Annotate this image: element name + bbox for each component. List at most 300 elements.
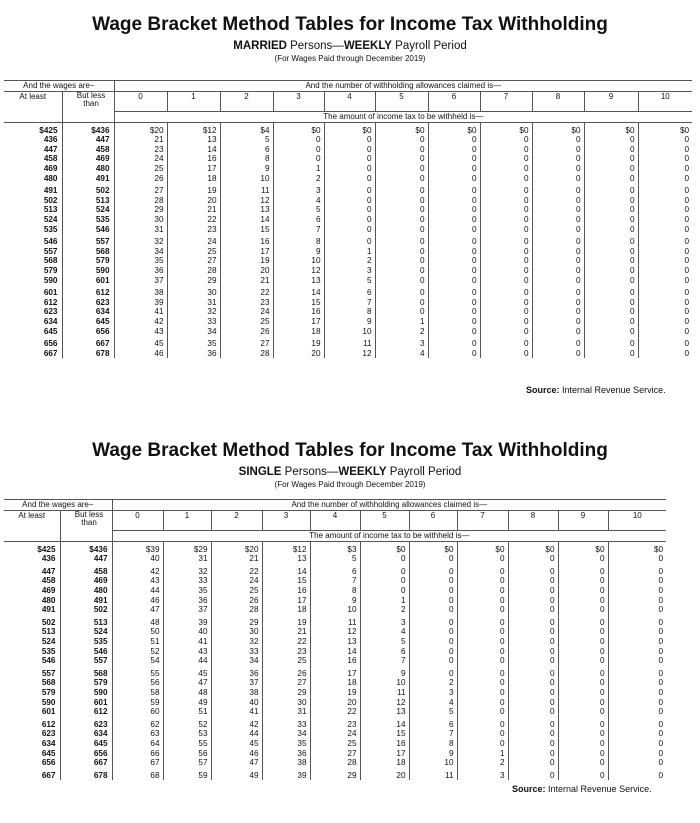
tax-cell: 12	[273, 266, 324, 276]
page-title: Wage Bracket Method Tables for Income Tax Withholding	[92, 440, 608, 461]
tax-cell: 24	[167, 237, 220, 247]
tax-cell: 0	[684, 307, 690, 317]
tax-cell: 0	[480, 196, 532, 206]
tax-cell: 14	[262, 567, 310, 577]
tax-cell: 0	[457, 739, 508, 749]
tax-cell: 48	[112, 618, 163, 628]
tax-cell: 0	[457, 698, 508, 708]
tax-cell: 0	[558, 637, 608, 647]
tax-cell: 18	[360, 758, 409, 768]
at-least-cell: 656	[4, 339, 62, 349]
tax-cell: 12	[360, 698, 409, 708]
tax-cell: 5	[273, 205, 324, 215]
tax-cell: 23	[310, 720, 360, 730]
tax-cell: $20	[211, 545, 262, 555]
tax-cell: 44	[211, 729, 262, 739]
tax-cell: 0	[558, 678, 608, 688]
but-less-cell: $436	[60, 545, 112, 555]
tax-cell: 0	[684, 173, 690, 183]
tax-cell: 16	[262, 586, 310, 596]
tax-cell: 0	[480, 339, 532, 349]
tax-cell: 0	[375, 298, 428, 308]
but-less-cell: 469	[60, 576, 112, 586]
but-less-cell: $436	[62, 126, 114, 136]
married-table-section	[0, 14, 700, 395]
tax-cell: 0	[558, 567, 608, 577]
allowances-header: And the number of withholding allowances claimed is—	[114, 81, 692, 92]
tax-cell: 0	[558, 586, 608, 596]
tax-cell: 27	[310, 749, 360, 759]
tax-cell: 0	[324, 225, 375, 235]
at-least-cell: 645	[4, 749, 60, 759]
tax-cell: 24	[220, 307, 273, 317]
wage-bracket-table	[4, 499, 666, 780]
tax-cell: 60	[112, 707, 163, 717]
at-least-cell: 645	[4, 327, 62, 337]
but-less-cell: 579	[62, 256, 114, 266]
tax-cell: 25	[310, 739, 360, 749]
tax-cell: 0	[480, 256, 532, 266]
tax-cell: 0	[532, 327, 584, 337]
tax-cell: 38	[114, 288, 167, 298]
tax-cell: 41	[114, 307, 167, 317]
at-least-cell: 502	[4, 618, 60, 628]
tax-cell: 0	[324, 215, 375, 225]
tax-cell: 13	[220, 205, 273, 215]
but-less-cell: 491	[62, 174, 114, 184]
tax-cell: 9	[220, 164, 273, 174]
at-least-cell: 579	[4, 688, 60, 698]
but-less-cell: 645	[60, 739, 112, 749]
table-row	[4, 256, 692, 266]
table-row	[4, 688, 666, 698]
tax-cell: 0	[584, 145, 638, 155]
tax-cell: 1	[375, 317, 428, 327]
tax-cell: 0	[480, 327, 532, 337]
but-less-cell: 524	[62, 205, 114, 215]
tax-cell: 2	[324, 256, 375, 266]
tax-cell: 35	[262, 739, 310, 749]
tax-cell: 19	[262, 618, 310, 628]
tax-cell: 33	[167, 317, 220, 327]
tax-cell: 29	[114, 205, 167, 215]
tax-cell: 21	[114, 135, 167, 145]
allowance-header: 0	[114, 91, 167, 112]
amount-header: The amount of income tax to be withheld is—	[114, 112, 692, 123]
tax-cell: 49	[211, 771, 262, 781]
tax-cell: 10	[220, 174, 273, 184]
tax-cell: 0	[324, 145, 375, 155]
but-less-cell: 634	[60, 729, 112, 739]
tax-cell: 17	[360, 749, 409, 759]
amount-header: The amount of income tax to be withheld is—	[112, 531, 666, 542]
tax-cell: 0	[409, 627, 457, 637]
tax-cell: 0	[558, 618, 608, 628]
tax-cell: 0	[684, 195, 690, 205]
allowance-header: 10	[608, 510, 666, 531]
tax-cell: 0	[684, 135, 690, 145]
tax-cell: 0	[684, 348, 690, 358]
tax-cell: 45	[163, 669, 211, 679]
tax-cell: 0	[428, 317, 480, 327]
tax-cell: 0	[324, 186, 375, 196]
but-less-cell: 590	[62, 266, 114, 276]
tax-cell: 0	[508, 586, 558, 596]
at-least-cell: 590	[4, 698, 60, 708]
tax-cell: $0	[584, 126, 638, 136]
at-least-cell: $425	[4, 126, 62, 136]
tax-cell: 66	[112, 749, 163, 759]
table-row	[4, 586, 666, 596]
tax-cell: 34	[211, 656, 262, 666]
tax-cell: 17	[167, 164, 220, 174]
at-least-cell: 469	[4, 586, 60, 596]
table-row	[4, 567, 666, 577]
tax-cell: 0	[584, 256, 638, 266]
tax-cell: 0	[375, 135, 428, 145]
tax-cell: 0	[457, 688, 508, 698]
tax-cell: 0	[360, 567, 409, 577]
tax-cell: 19	[310, 688, 360, 698]
tax-cell: 8	[409, 739, 457, 749]
tax-cell: 8	[220, 154, 273, 164]
but-less-cell: 667	[62, 339, 114, 349]
tax-cell: 28	[220, 349, 273, 359]
table-row	[4, 154, 692, 164]
tax-cell: 15	[262, 576, 310, 586]
tax-cell: 7	[360, 656, 409, 666]
at-least-cell: 623	[4, 729, 60, 739]
at-least-cell: 601	[4, 707, 60, 717]
tax-cell: 0	[558, 605, 608, 615]
tax-cell: 27	[262, 678, 310, 688]
tax-cell: 20	[220, 266, 273, 276]
tax-cell: 0	[480, 164, 532, 174]
tax-cell: 0	[684, 205, 690, 215]
tax-cell: 48	[163, 688, 211, 698]
table-row	[4, 739, 666, 749]
tax-cell: 0	[508, 720, 558, 730]
at-least-cell: $425	[4, 545, 60, 555]
tax-cell: 30	[262, 698, 310, 708]
tax-cell: 36	[167, 349, 220, 359]
at-least-cell: 557	[4, 669, 60, 679]
tax-cell: 0	[532, 288, 584, 298]
tax-cell: 0	[684, 339, 690, 349]
tax-cell: 0	[558, 729, 608, 739]
tax-cell: 32	[167, 307, 220, 317]
tax-cell: 0	[584, 215, 638, 225]
tax-cell: 0	[428, 327, 480, 337]
tax-cell: 0	[658, 576, 664, 586]
at-least-cell: 480	[4, 174, 62, 184]
tax-cell: 0	[428, 247, 480, 257]
tax-cell: 27	[114, 186, 167, 196]
tax-cell: $20	[114, 126, 167, 136]
tax-cell: 26	[114, 174, 167, 184]
tax-cell: 0	[508, 749, 558, 759]
tax-cell: 52	[112, 647, 163, 657]
tax-cell: 0	[457, 596, 508, 606]
tax-cell: 0	[428, 196, 480, 206]
tax-cell: 0	[508, 739, 558, 749]
tax-cell: 0	[324, 196, 375, 206]
tax-cell: 38	[262, 758, 310, 768]
tax-cell: 25	[167, 247, 220, 257]
wage-bracket-table	[4, 80, 692, 358]
but-less-cell: 645	[62, 317, 114, 327]
tax-cell: 1	[324, 247, 375, 257]
tax-cell: 4	[360, 627, 409, 637]
tax-cell: 0	[324, 135, 375, 145]
at-least-cell: 612	[4, 298, 62, 308]
tax-cell: $0	[532, 126, 584, 136]
tax-cell: 0	[508, 627, 558, 637]
tax-cell: 12	[324, 349, 375, 359]
tax-cell: 16	[360, 739, 409, 749]
tax-cell: 0	[324, 237, 375, 247]
table-subtitle: MARRIED Persons—WEEKLY Payroll Period	[233, 40, 467, 52]
tax-cell: 2	[375, 327, 428, 337]
at-least-cell: 612	[4, 720, 60, 730]
tax-cell: 10	[324, 327, 375, 337]
tax-cell: 0	[508, 567, 558, 577]
tax-cell: 0	[658, 707, 664, 717]
tax-cell: 0	[480, 215, 532, 225]
tax-cell: 0	[584, 349, 638, 359]
tax-cell: 30	[211, 627, 262, 637]
tax-cell: 0	[532, 225, 584, 235]
tax-cell: $0	[679, 125, 690, 135]
tax-cell: 0	[584, 276, 638, 286]
tax-cell: 2	[360, 605, 409, 615]
tax-cell: 6	[409, 720, 457, 730]
tax-cell: 0	[558, 669, 608, 679]
tax-cell: 32	[163, 567, 211, 577]
tax-cell: 0	[409, 586, 457, 596]
tax-cell: 0	[532, 256, 584, 266]
tax-cell: 0	[658, 656, 664, 666]
tax-cell: 0	[532, 196, 584, 206]
allowances-header: And the number of withholding allowances claimed is—	[112, 500, 666, 511]
tax-cell: 22	[167, 215, 220, 225]
tax-cell: 39	[114, 298, 167, 308]
tax-cell: 40	[211, 698, 262, 708]
but-less-cell: 491	[60, 596, 112, 606]
tax-cell: 11	[360, 688, 409, 698]
tax-cell: 37	[163, 605, 211, 615]
tax-cell: 13	[262, 554, 310, 564]
tax-cell: 21	[262, 627, 310, 637]
tax-cell: 0	[584, 307, 638, 317]
date-note: (For Wages Paid through December 2019)	[274, 480, 426, 489]
tax-cell: 18	[273, 327, 324, 337]
tax-cell: 36	[262, 749, 310, 759]
allowance-header: 10	[638, 91, 692, 112]
but-less-cell: 524	[60, 627, 112, 637]
tax-cell: 10	[273, 256, 324, 266]
tax-cell: 30	[167, 288, 220, 298]
tax-cell: 2	[457, 758, 508, 768]
but-less-cell: 656	[60, 749, 112, 759]
but-less-cell: 623	[62, 298, 114, 308]
at-least-cell: 480	[4, 596, 60, 606]
tax-cell: 37	[211, 678, 262, 688]
tax-cell: 26	[220, 327, 273, 337]
tax-cell: 0	[584, 237, 638, 247]
tax-cell: 0	[584, 225, 638, 235]
table-row	[4, 126, 692, 136]
tax-cell: 53	[163, 729, 211, 739]
header-row	[4, 500, 666, 511]
tax-cell: 0	[457, 637, 508, 647]
tax-cell: 44	[112, 586, 163, 596]
tax-cell: 0	[684, 246, 690, 256]
tax-cell: 19	[273, 339, 324, 349]
tax-cell: 0	[684, 224, 690, 234]
tax-cell: 0	[658, 627, 664, 637]
tax-cell: 33	[163, 576, 211, 586]
table-row	[4, 196, 692, 206]
tax-cell: 2	[409, 678, 457, 688]
tax-cell: 0	[375, 288, 428, 298]
tax-cell: 0	[324, 164, 375, 174]
tax-cell: 0	[684, 266, 690, 275]
tax-cell: 54	[112, 656, 163, 666]
tax-cell: 0	[480, 307, 532, 317]
at-least-header: At least	[4, 91, 62, 112]
tax-cell: 0	[532, 164, 584, 174]
but-less-cell: 513	[60, 618, 112, 628]
at-least-cell: 458	[4, 576, 60, 586]
tax-cell: 0	[375, 247, 428, 257]
tax-cell: 0	[508, 596, 558, 606]
tax-cell: 0	[658, 719, 664, 729]
tax-cell: 0	[658, 758, 664, 768]
but-less-cell: 601	[60, 698, 112, 708]
page-title: Wage Bracket Method Tables for Income Tax Withholding	[92, 14, 608, 35]
but-less-cell: 480	[62, 164, 114, 174]
tax-cell: 0	[658, 605, 664, 615]
tax-cell: $12	[167, 126, 220, 136]
tax-cell: 0	[375, 276, 428, 286]
filing-status: SINGLE	[238, 466, 282, 478]
tax-cell: 47	[211, 758, 262, 768]
tax-cell: 0	[508, 729, 558, 739]
table-subtitle: SINGLE Persons—WEEKLY Payroll Period	[238, 466, 462, 478]
allowance-header: 6	[409, 510, 457, 531]
at-least-cell: 535	[4, 647, 60, 657]
tax-cell: 55	[163, 739, 211, 749]
table-row	[4, 276, 692, 286]
tax-cell: 0	[684, 256, 690, 266]
tax-cell: $0	[508, 545, 558, 555]
at-least-cell: 546	[4, 656, 60, 666]
tax-cell: 0	[584, 317, 638, 327]
tax-cell: 14	[310, 647, 360, 657]
tax-cell: 0	[558, 720, 608, 730]
tax-cell: 41	[211, 707, 262, 717]
tax-cell: 42	[112, 567, 163, 577]
date-note: (For Wages Paid through December 2019)	[274, 54, 426, 63]
tax-cell: 22	[220, 288, 273, 298]
tax-cell: 0	[409, 567, 457, 577]
at-least-cell: 524	[4, 215, 62, 225]
tax-cell: 0	[409, 618, 457, 628]
tax-cell: 0	[532, 205, 584, 215]
payroll-period: WEEKLY	[338, 466, 387, 478]
but-less-header: But less than	[62, 91, 114, 112]
tax-cell: 28	[310, 758, 360, 768]
tax-cell: 14	[167, 145, 220, 155]
tax-cell: 8	[273, 237, 324, 247]
tax-cell: 0	[360, 576, 409, 586]
tax-cell: 11	[409, 771, 457, 781]
tax-cell: 21	[211, 554, 262, 564]
tax-cell: 0	[584, 266, 638, 276]
tax-cell: 39	[163, 618, 211, 628]
tax-cell: 13	[273, 276, 324, 286]
tax-cell: 0	[532, 215, 584, 225]
at-least-cell: 513	[4, 205, 62, 215]
tax-cell: 0	[684, 326, 690, 336]
tax-cell: 8	[324, 307, 375, 317]
tax-cell: 0	[558, 707, 608, 717]
but-less-cell: 458	[62, 145, 114, 155]
tax-cell: 24	[310, 729, 360, 739]
tax-cell: 0	[480, 237, 532, 247]
at-least-cell: 447	[4, 145, 62, 155]
tax-cell: $29	[163, 545, 211, 555]
allowance-header: 2	[220, 91, 273, 112]
but-less-cell: 612	[62, 288, 114, 298]
allowance-header: 4	[324, 91, 375, 112]
table-row	[4, 298, 692, 308]
table-row	[4, 327, 692, 337]
tax-cell: 0	[508, 758, 558, 768]
tax-cell: 0	[532, 266, 584, 276]
tax-cell: 0	[558, 771, 608, 781]
tax-cell: 0	[584, 186, 638, 196]
table-row	[4, 164, 692, 174]
but-less-cell: 447	[62, 135, 114, 145]
tax-cell: 43	[112, 576, 163, 586]
tax-cell: 17	[310, 669, 360, 679]
tax-cell: 24	[114, 154, 167, 164]
tax-cell: 0	[684, 164, 690, 174]
tax-cell: 45	[211, 739, 262, 749]
tax-cell: 28	[167, 266, 220, 276]
tax-cell: 15	[220, 225, 273, 235]
tax-cell: 6	[360, 647, 409, 657]
at-least-cell: 568	[4, 678, 60, 688]
tax-cell: 45	[114, 339, 167, 349]
tax-cell: 0	[428, 186, 480, 196]
tax-cell: 35	[114, 256, 167, 266]
tax-cell: 0	[508, 554, 558, 564]
but-less-cell: 678	[60, 771, 112, 781]
tax-cell: 0	[508, 678, 558, 688]
table-row	[4, 758, 666, 768]
tax-cell: 58	[112, 688, 163, 698]
tax-cell: 0	[558, 698, 608, 708]
but-less-cell: 557	[60, 656, 112, 666]
allowance-header: 4	[310, 510, 360, 531]
at-least-cell: 634	[4, 317, 62, 327]
tax-cell: 0	[532, 339, 584, 349]
tax-cell: 0	[532, 307, 584, 317]
at-least-cell: 535	[4, 225, 62, 235]
